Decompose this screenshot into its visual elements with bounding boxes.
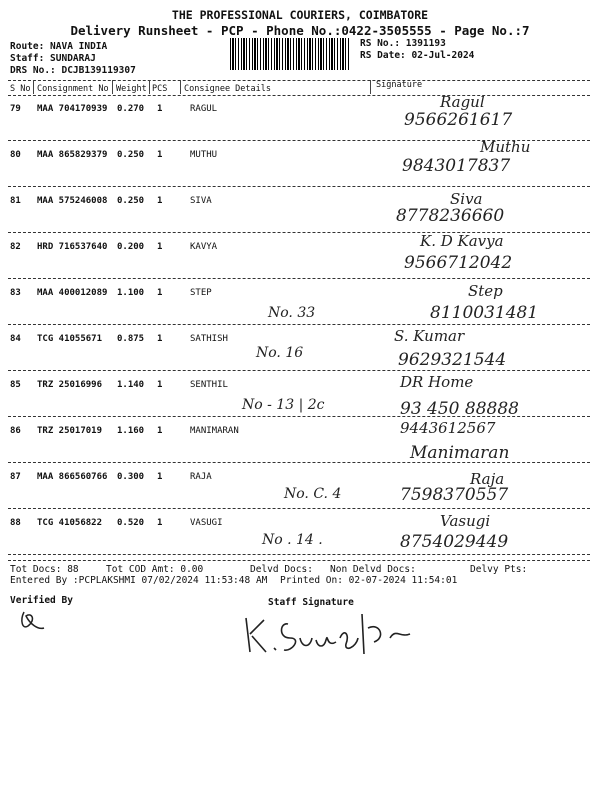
col-weight: Weight: [116, 84, 147, 94]
divider: [8, 560, 590, 561]
row-pcs: 1: [157, 518, 163, 528]
row-pcs: 1: [157, 150, 163, 160]
row-pcs: 1: [157, 426, 163, 436]
handwritten-note: No - 13 | 2c: [242, 397, 325, 413]
row-sno: 80: [10, 150, 21, 160]
divider: [8, 462, 590, 463]
row-weight: 1.160: [117, 426, 145, 436]
row-sno: 87: [10, 472, 21, 482]
drs-number: DRS No.: DCJB139119307: [10, 65, 136, 76]
row-pcs: 1: [157, 288, 163, 298]
divider: [33, 80, 34, 94]
row-pcs: 1: [157, 380, 163, 390]
row-consignee: MANIMARAN: [190, 426, 239, 436]
staff-signature: [240, 608, 420, 662]
handwritten-phone: 8778236660: [396, 206, 505, 226]
handwritten-signature: 9443612567: [400, 419, 496, 437]
handwritten-phone: 9566712042: [404, 253, 513, 273]
row-weight: 0.270: [117, 104, 145, 114]
row-consignee: MUTHU: [190, 150, 218, 160]
row-weight: 1.140: [117, 380, 145, 390]
col-consignment: Consignment No: [37, 84, 109, 94]
handwritten-note: No . 14 .: [262, 532, 323, 548]
row-pcs: 1: [157, 334, 163, 344]
handwritten-signature: Muthu: [480, 138, 531, 156]
verified-signature: [18, 606, 48, 638]
handwritten-phone: 8754029449: [400, 532, 509, 552]
handwritten-signature: Ragul: [440, 93, 485, 111]
handwritten-note: No. C. 4: [284, 486, 342, 502]
row-consignee: SENTHIL: [190, 380, 228, 390]
verified-signature-icon: [18, 606, 48, 634]
row-sno: 79: [10, 104, 21, 114]
handwritten-signature: Raja: [470, 470, 505, 488]
row-sno: 88: [10, 518, 21, 528]
non-delivered-docs: Non Delvd Docs:: [330, 564, 416, 575]
row-weight: 0.875: [117, 334, 145, 344]
row-sno: 86: [10, 426, 21, 436]
divider: [370, 80, 371, 94]
divider: [8, 416, 590, 417]
row-consignee: STEP: [190, 288, 212, 298]
col-signature: Signature: [376, 80, 423, 90]
row-consignment-no: MAA 400012089: [37, 288, 108, 298]
divider: [112, 80, 113, 94]
row-consignee: KAVYA: [190, 242, 218, 252]
divider: [8, 278, 590, 279]
row-consignment-no: MAA 704170939: [37, 104, 108, 114]
total-docs: Tot Docs: 88: [10, 564, 79, 575]
company-name: THE PROFESSIONAL COURIERS, COIMBATORE: [171, 8, 429, 22]
runsheet-subtitle: Delivery Runsheet - PCP - Phone No.:0422-3505555 - Page No.:7: [70, 23, 530, 38]
row-weight: 0.250: [117, 196, 145, 206]
handwritten-phone: 7598370557: [400, 485, 509, 505]
handwritten-signature: Siva: [450, 190, 483, 208]
row-consignee: RAGUL: [190, 104, 218, 114]
staff-signature-label: Staff Signature: [268, 597, 354, 608]
divider: [8, 370, 590, 371]
row-pcs: 1: [157, 196, 163, 206]
handwritten-signature: S. Kumar: [394, 327, 465, 345]
row-sno: 81: [10, 196, 21, 206]
row-weight: 1.100: [117, 288, 145, 298]
divider: [8, 554, 590, 555]
handwritten-phone: Manimaran: [410, 443, 510, 463]
handwritten-signature: K. D Kavya: [420, 232, 504, 250]
staff-signature-icon: [240, 608, 420, 658]
row-sno: 85: [10, 380, 21, 390]
barcode-icon: [230, 38, 350, 70]
col-sno: S No: [10, 84, 31, 94]
entered-by: Entered By :PCPLAKSHMI 07/02/2024 11:53:48 AM: [10, 575, 268, 586]
row-consignment-no: HRD 716537640: [37, 242, 108, 252]
row-sno: 83: [10, 288, 21, 298]
divider: [8, 186, 590, 187]
staff: Staff: SUNDARAJ: [10, 53, 96, 64]
row-consignee: SIVA: [190, 196, 212, 206]
row-consignment-no: MAA 865829379: [37, 150, 108, 160]
route: Route: NAVA INDIA: [10, 41, 108, 52]
row-consignment-no: TCG 41055671: [37, 334, 103, 344]
col-pcs: PCS: [152, 84, 168, 94]
handwritten-phone: 93 450 88888: [400, 399, 519, 419]
handwritten-phone: 8110031481: [430, 303, 539, 323]
handwritten-phone: 9566261617: [404, 110, 513, 130]
handwritten-phone: 9629321544: [398, 350, 507, 370]
row-consignment-no: TCG 41056822: [37, 518, 103, 528]
verified-by-label: Verified By: [10, 595, 73, 606]
row-weight: 0.300: [117, 472, 145, 482]
rs-number: RS No.: 1391193: [360, 38, 446, 49]
rs-date: RS Date: 02-Jul-2024: [360, 50, 475, 61]
row-pcs: 1: [157, 104, 163, 114]
row-consignment-no: MAA 575246008: [37, 196, 108, 206]
row-pcs: 1: [157, 472, 163, 482]
handwritten-phone: 9843017837: [402, 156, 511, 176]
handwritten-note: No. 16: [256, 345, 304, 361]
delivered-docs: Delvd Docs:: [250, 564, 313, 575]
handwritten-signature: Vasugi: [440, 512, 491, 530]
row-weight: 0.250: [117, 150, 145, 160]
row-sno: 84: [10, 334, 21, 344]
divider: [180, 80, 181, 94]
row-weight: 0.200: [117, 242, 145, 252]
divider: [8, 508, 590, 509]
row-weight: 0.520: [117, 518, 145, 528]
row-consignee: RAJA: [190, 472, 212, 482]
divider: [8, 324, 590, 325]
row-consignee: VASUGI: [190, 518, 223, 528]
row-consignment-no: MAA 866560766: [37, 472, 108, 482]
row-consignment-no: TRZ 25017019: [37, 426, 103, 436]
handwritten-note: No. 33: [268, 305, 316, 321]
handwritten-signature: Step: [468, 282, 503, 300]
divider: [8, 95, 590, 96]
row-pcs: 1: [157, 242, 163, 252]
total-cod-amount: Tot COD Amt: 0.00: [106, 564, 204, 575]
row-sno: 82: [10, 242, 21, 252]
printed-on: Printed On: 02-07-2024 11:54:01: [280, 575, 458, 586]
divider: [149, 80, 150, 94]
divider: [8, 80, 590, 81]
row-consignment-no: TRZ 25016996: [37, 380, 103, 390]
col-consignee: Consignee Details: [184, 84, 271, 94]
handwritten-signature: DR Home: [400, 373, 474, 391]
row-consignee: SATHISH: [190, 334, 228, 344]
delivery-points: Delvy Pts:: [470, 564, 528, 575]
